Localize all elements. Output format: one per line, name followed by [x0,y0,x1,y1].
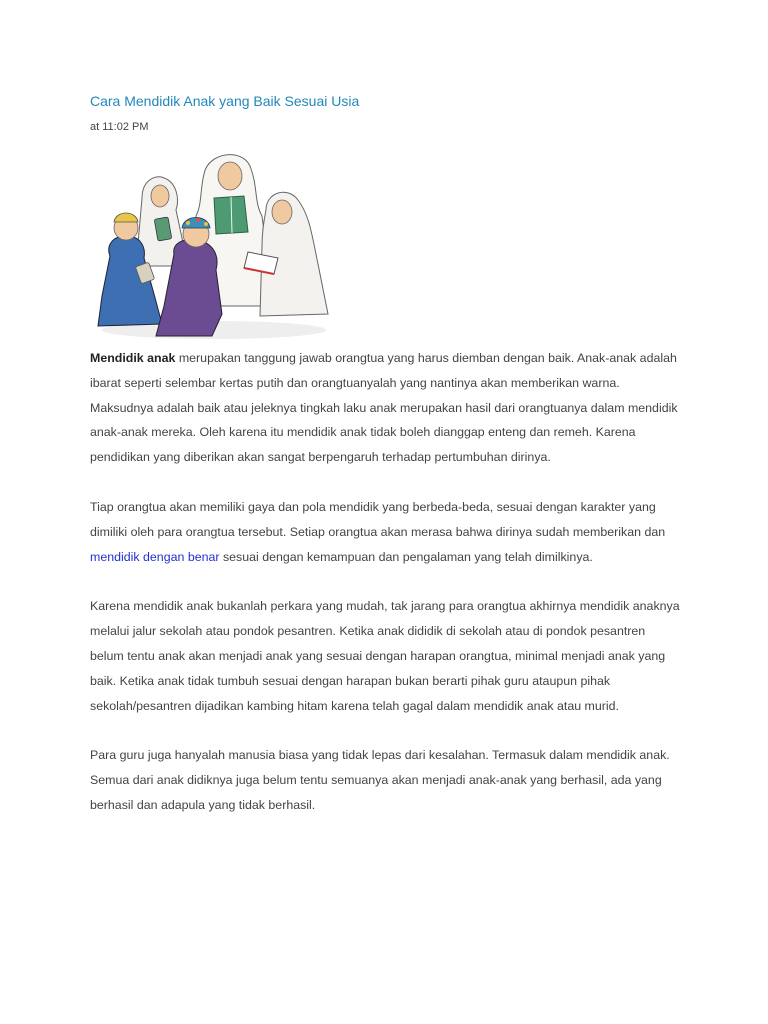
post-timestamp: at 11:02 PM [90,121,149,133]
family-reading-quran-illustration [92,146,330,342]
article-body [90,346,682,843]
paragraph-1 [90,346,682,470]
bold-keyword: Mendidik anak [90,351,176,365]
paragraph-4: Para guru juga hanyalah manusia biasa yang tidak lepas dari kesalahan. Termasuk dalam mendidik anak. Semua dari anak didiknya juga belum tentu semuanya akan menjadi anak-anak yang berhasil, ada yang berhasil dan adapula yang tidak berhasil. [90,748,670,812]
paragraph-3: Karena mendidik anak bukanlah perkara yang mudah, tak jarang para orangtua akhirnya mendidik anaknya melalui jalur sekolah atau pondok pesantren. Ketika anak dididik di sekolah atau di pondok pesantren belum tentu anak akan menjadi anak yang sesuai dengan harapan orangtua, minimal menjadi anak yang baik. Ketika anak tidak tumbuh sesuai dengan harapan bukan berarti pihak guru ataupun pihak sekolah/pesantren dijadikan kambing hitam karena telah gagal dalam mendidik anak atau murid. [90,599,680,713]
paragraph-2 [90,495,682,569]
paragraph-2-text-after: sesuai dengan kemampuan dan pengalaman yang telah dimilkinya. [219,549,593,564]
mendidik-dengan-benar-link[interactable]: mendidik dengan benar [90,549,220,564]
post-title-link[interactable]: Cara Mendidik Anak yang Baik Sesuai Usia [90,93,360,109]
paragraph-2-text-before: Tiap orangtua akan memiliki gaya dan pola mendidik yang berbeda-beda, sesuai dengan karakter yang dimiliki oleh para orangtua tersebut. Setiap orangtua akan merasa bahwa dirinya sudah memberikan dan [90,499,666,539]
paragraph-1-text: merupakan tanggung jawab orangtua yang harus diemban dengan baik. Anak-anak adalah ibarat seperti selembar kertas putih dan orangtuanyalah yang nantinya akan memberikan warna. Maksudnya adalah baik atau jeleknya tingkah laku anak merupakan hasil dari orangtuanya dalam mendidik anak-anak mereka. Oleh karena itu mendidik anak tidak boleh dianggap enteng dan remeh. Karena pendidikan yang diberikan akan sangat berpengaruh terhadap pertumbuhan dirinya. [90,351,678,465]
